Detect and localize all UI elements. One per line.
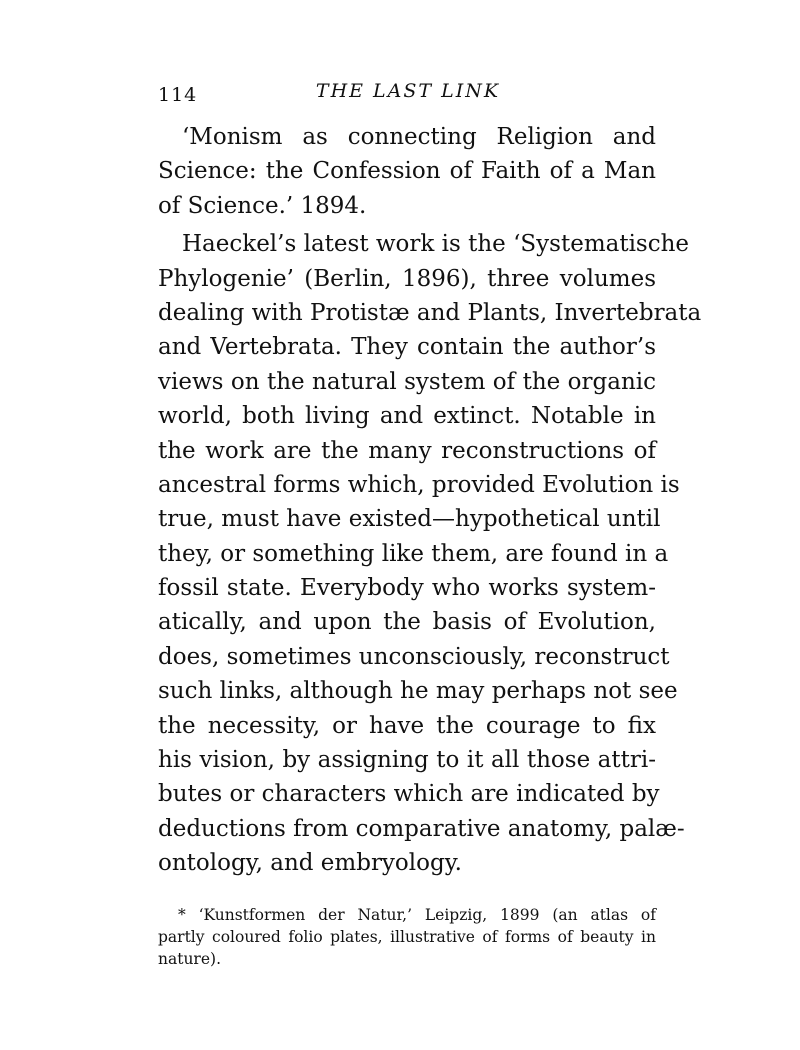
text-line: world, both living and extinct. Notable in bbox=[158, 403, 656, 430]
text-line: Haeckel’s latest work is the ‘Systematische bbox=[182, 231, 690, 258]
text-line: fossil state. Everybody who works system- bbox=[158, 575, 656, 602]
text-line: deductions from comparative anatomy, palæ- bbox=[158, 815, 685, 842]
paragraph-1 bbox=[158, 120, 656, 223]
text-line: butes or characters which are indicated by bbox=[158, 781, 660, 808]
page-number: 114 bbox=[158, 84, 198, 106]
text-line: true, must have existed—hypothetical until bbox=[158, 506, 661, 533]
paragraph-2 bbox=[158, 227, 702, 880]
text-line: and Vertebrata. They contain the author’s bbox=[158, 334, 656, 361]
footnote-line: * ‘Kunstformen der Natur,’ Leipzig, 1899 (an atlas of bbox=[178, 906, 656, 924]
body-text bbox=[158, 120, 702, 881]
text-line: does, sometimes unconsciously, reconstruct bbox=[158, 643, 670, 670]
text-line: Science: the Confession of Faith of a Man bbox=[158, 158, 656, 185]
footnote bbox=[158, 904, 656, 970]
footnote-line: partly coloured folio plates, illustrative of forms of beauty in bbox=[158, 928, 656, 946]
text-line: dealing with Protistæ and Plants, Invertebrata bbox=[158, 299, 702, 326]
text-line: views on the natural system of the organic bbox=[158, 368, 656, 395]
footnote-line: nature). bbox=[158, 950, 221, 968]
text-line: such links, although he may perhaps not see bbox=[158, 678, 678, 705]
text-line: they, or something like them, are found in a bbox=[158, 540, 669, 567]
text-line: Phylogenie’ (Berlin, 1896), three volumes bbox=[158, 265, 656, 292]
running-title: THE LAST LINK bbox=[315, 80, 501, 102]
text-line: the necessity, or have the courage to fix bbox=[158, 712, 656, 739]
running-head bbox=[158, 80, 658, 110]
text-line: ontology, and embryology. bbox=[158, 850, 462, 877]
text-line: ancestral forms which, provided Evolution is bbox=[158, 471, 680, 498]
text-line: atically, and upon the basis of Evolution, bbox=[158, 609, 656, 636]
text-line: ‘Monism as connecting Religion and bbox=[182, 124, 656, 150]
text-line: his vision, by assigning to it all those attri- bbox=[158, 747, 656, 774]
text-line: the work are the many reconstructions of bbox=[158, 437, 656, 464]
text-line: of Science.’ 1894. bbox=[158, 192, 367, 219]
